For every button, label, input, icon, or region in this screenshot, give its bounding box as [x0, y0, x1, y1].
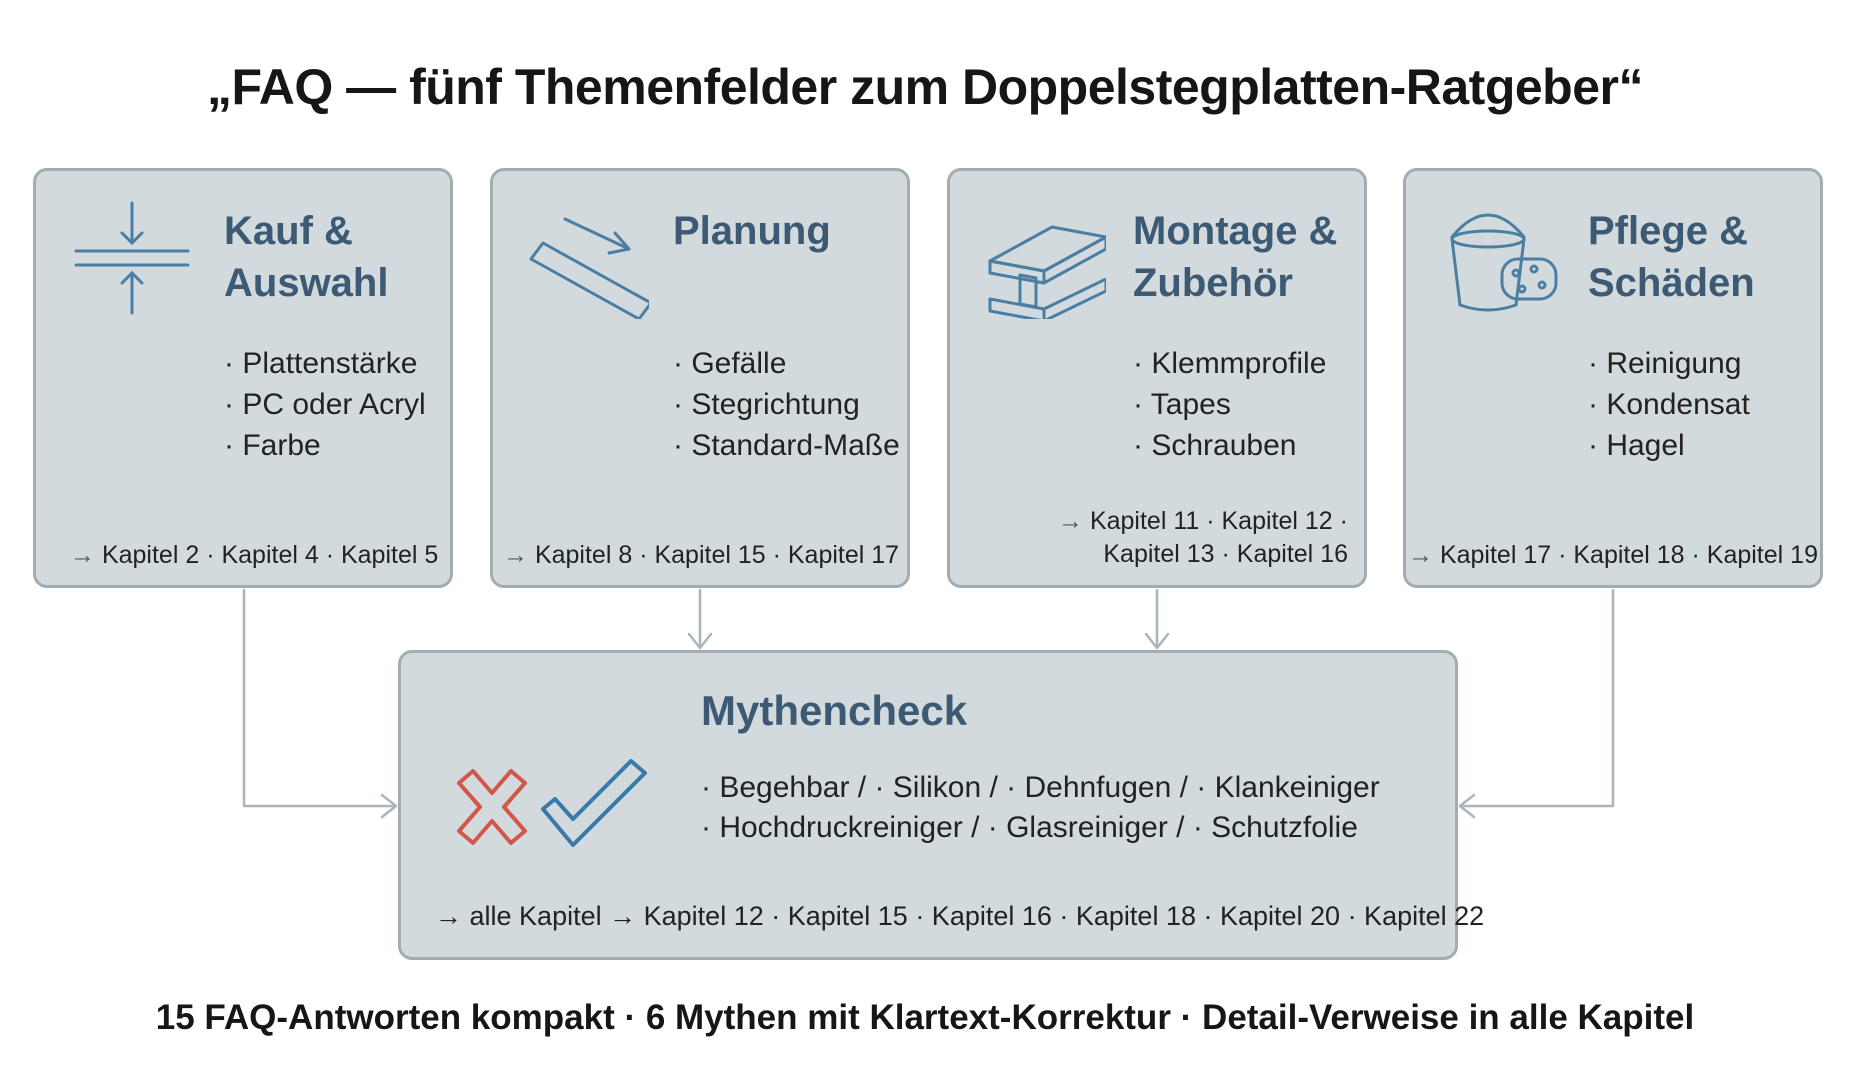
myth-list-line: · Hochdruckreiniger / · Glasreiniger / · Schutzfolie: [701, 811, 1358, 844]
list-item: · Klemmprofile: [1133, 343, 1326, 384]
list-item: · Standard-Maße: [673, 425, 900, 466]
arrow-right-icon: →: [609, 901, 637, 931]
list-item: · Schrauben: [1133, 425, 1326, 466]
list-item: · Kondensat: [1588, 384, 1750, 425]
list-item: · Reinigung: [1588, 343, 1750, 384]
card-title: Pflege & Schäden: [1588, 209, 1755, 305]
list-item: · Farbe: [224, 425, 426, 466]
myth-list-line: · Begehbar / · Silikon / · Dehnfugen / · Klankeiniger: [701, 771, 1380, 804]
page-title: „FAQ — fünf Themenfelder zum Doppelstegplatten-Ratgeber“: [207, 59, 1643, 115]
arrow-right-icon: →: [1408, 541, 1433, 569]
arrow-right-icon: →: [1058, 507, 1083, 535]
list-item: · Hagel: [1588, 425, 1750, 466]
connector-pflege-to-myth: [1460, 590, 1613, 806]
arrow-right-icon: →: [70, 541, 95, 569]
card-mythencheck: [398, 650, 1485, 960]
arrow-right-icon: →: [435, 901, 462, 931]
list-item: · PC oder Acryl: [224, 384, 426, 425]
list-item: · Plattenstärke: [224, 343, 426, 384]
chapter-links[interactable]: Kapitel 12 · Kapitel 15 · Kapitel 16 · Kapitel 18 · Kapitel 20 · Kapitel 22: [643, 901, 1485, 931]
list-item: · Tapes: [1133, 384, 1326, 425]
list-item: · Stegrichtung: [673, 384, 900, 425]
card-title: Mythencheck: [701, 687, 968, 734]
connector-kauf-to-myth: [244, 590, 396, 806]
chapter-links[interactable]: Kapitel 13 · Kapitel 16: [1103, 540, 1348, 568]
cross-check-icon: [451, 759, 651, 859]
arrow-right-icon: →: [503, 541, 528, 569]
chapter-references: [435, 901, 1484, 932]
card-title: Kauf & Auswahl: [224, 209, 389, 305]
card-title: Montage & Zubehör: [1133, 209, 1338, 305]
chapter-links[interactable]: Kapitel 8 · Kapitel 15 · Kapitel 17: [534, 541, 900, 569]
all-chapters-link[interactable]: alle Kapitel: [469, 901, 602, 931]
chapter-links[interactable]: Kapitel 2 · Kapitel 4 · Kapitel 5: [101, 541, 439, 569]
summary-footer: 15 FAQ-Antworten kompakt · 6 Mythen mit Klartext-Korrektur · Detail-Verweise in alle Kapitel: [155, 998, 1695, 1037]
chapter-links[interactable]: Kapitel 11 · Kapitel 12 ·: [1089, 507, 1348, 535]
card-title: Planung: [673, 209, 831, 253]
chapter-links[interactable]: Kapitel 17 · Kapitel 18 · Kapitel 19: [1439, 541, 1818, 569]
list-item: · Gefälle: [673, 343, 900, 384]
